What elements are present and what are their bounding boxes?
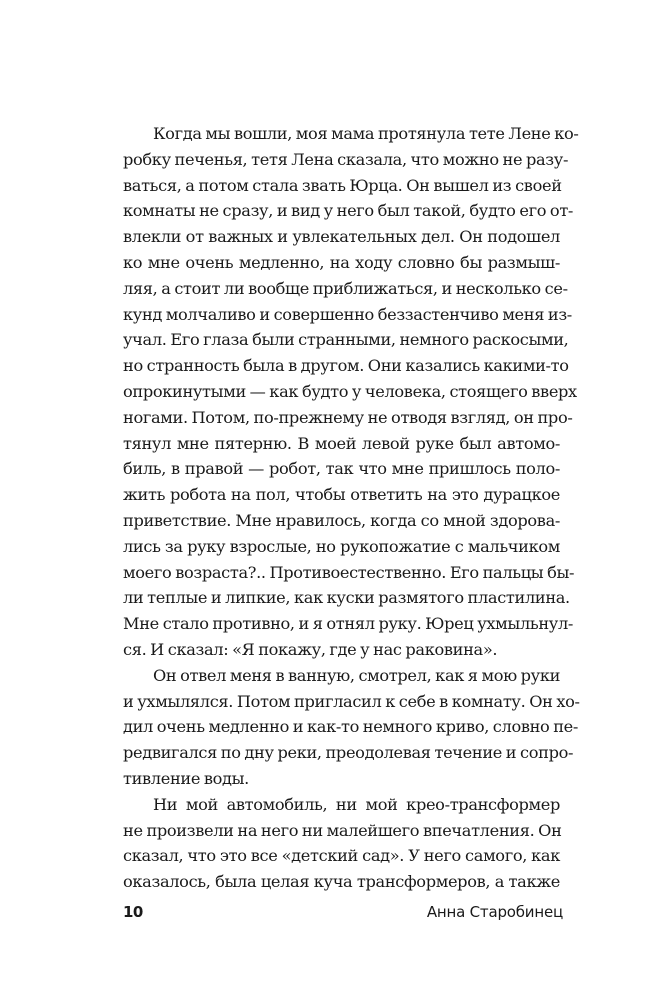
- text-line: не произвели на него ни малейшего впечатления. Он: [123, 820, 562, 840]
- text-line: оказалось, была целая куча трансформеров, а также: [123, 872, 560, 892]
- body-text: [123, 121, 580, 895]
- paragraph: [123, 121, 579, 663]
- text-line: тянул мне пятерню. В моей левой руке был автомо-: [123, 433, 560, 453]
- text-line: влекли от важных и увлекательных дел. Он подошел: [123, 227, 560, 247]
- text-line: опрокинутыми — как будто у человека, стоящего вверх: [123, 381, 577, 401]
- text-line: ся. И сказал: «Я покажу, где у нас раковина».: [123, 639, 498, 659]
- text-line: сказал, что это все «детский сад». У него самого, как: [123, 846, 560, 866]
- text-line: комнаты не сразу, и вид у него был такой, будто его от-: [123, 201, 574, 221]
- text-line: жить робота на пол, чтобы ответить на это дурацкое: [123, 485, 560, 505]
- text-line: Когда мы вошли, моя мама протянула тете Лене ко-: [153, 124, 579, 143]
- text-line: тивление воды.: [123, 768, 249, 788]
- text-line: Он отвел меня в ванную, смотрел, как я мою руки: [153, 665, 561, 685]
- text-line: Ни мой автомобиль, ни мой крео-трансформер: [153, 794, 560, 814]
- text-line: дил очень медленно и как-то немного криво, словно пе-: [123, 717, 579, 737]
- text-line: учал. Его глаза были странными, немного раскосыми,: [123, 330, 569, 350]
- paragraph: [123, 663, 580, 792]
- text-line: лись за руку взрослые, но рукопожатие с мальчиком: [123, 536, 560, 556]
- text-line: кунд молчаливо и совершенно беззастенчиво меня из-: [123, 304, 572, 324]
- text-line: ко мне очень медленно, на ходу словно бы размыш-: [123, 252, 560, 272]
- text-line: и ухмылялся. Потом пригласил к себе в комнату. Он хо-: [123, 691, 580, 711]
- text-line: ногами. Потом, по-прежнему не отводя взгляд, он про-: [123, 407, 573, 427]
- text-line: ли теплые и липкие, как куски размятого пластилина.: [123, 588, 570, 608]
- text-line: Мне стало противно, и я отнял руку. Юрец ухмыльнул-: [123, 614, 574, 634]
- text-line: приветствие. Мне нравилось, когда со мной здорова-: [123, 510, 560, 530]
- text-line: ваться, а потом стала звать Юрца. Он вышел из своей: [123, 175, 562, 195]
- page-footer: [123, 900, 563, 924]
- text-line: моего возраста?.. Противоестественно. Его пальцы бы-: [123, 562, 575, 582]
- text-line: ляя, а стоит ли вообще приближаться, и несколько се-: [123, 278, 568, 298]
- text-line: робку печенья, тетя Лена сказала, что можно не разу-: [123, 149, 569, 169]
- text-line: но странность была в другом. Они казались какими-то: [123, 356, 569, 376]
- paragraph: [123, 792, 560, 895]
- text-line: редвигался по дну реки, преодолевая течение и сопро-: [123, 743, 574, 763]
- text-line: биль, в правой — робот, так что мне пришлось поло-: [123, 459, 560, 479]
- page-number: 10: [123, 903, 143, 921]
- running-footer-author: Анна Старобинец: [426, 903, 563, 921]
